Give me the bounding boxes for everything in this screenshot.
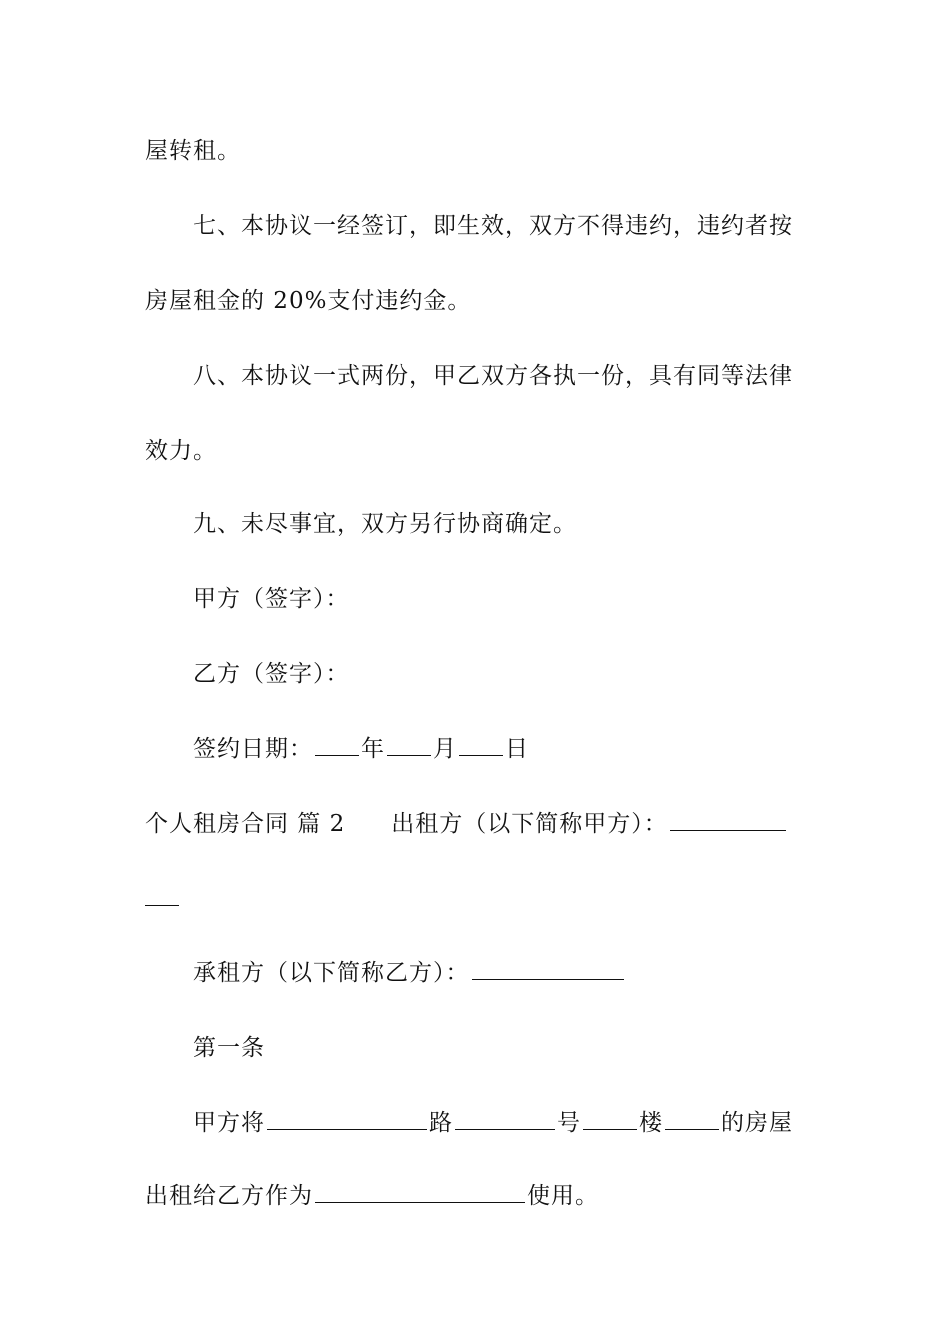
article-1-heading: 第一条 [193, 1035, 265, 1061]
day-blank [459, 735, 503, 756]
road-blank [455, 1109, 555, 1130]
lessor-blank-continuation-line [145, 884, 181, 914]
article-1-use-start: 出租给乙方作为 [145, 1183, 313, 1209]
signing-date-line [193, 734, 529, 764]
usage-blank [315, 1182, 525, 1203]
building-label: 楼 [639, 1110, 663, 1136]
building-blank [665, 1109, 719, 1130]
number-label: 号 [557, 1110, 581, 1136]
lessee-line [193, 958, 626, 988]
day-label: 日 [505, 736, 529, 762]
article-1-use-end: 使用。 [527, 1183, 599, 1209]
party-b-signature-label: 乙方（签字）： [193, 661, 350, 687]
lessor-blank-continuation [145, 885, 179, 906]
month-label: 月 [433, 736, 457, 762]
paragraph-9: 九、未尽事宜，双方另行协商确定。 [193, 511, 577, 537]
month-blank [387, 735, 431, 756]
address-blank [267, 1109, 427, 1130]
paragraph-6-continuation: 屋转租。 [145, 138, 241, 164]
article-1-text-end: 的房屋 [721, 1110, 793, 1136]
contract-2-heading-line [145, 809, 788, 839]
article-1-text-start: 甲方将 [193, 1110, 265, 1136]
lessor-blank [670, 810, 786, 831]
article-1-line-1 [193, 1108, 793, 1138]
year-label: 年 [361, 736, 385, 762]
paragraph-8-line-1: 八、本协议一式两份，甲乙双方各执一份，具有同等法律 [193, 363, 793, 389]
number-blank [583, 1109, 637, 1130]
paragraph-8-line-2: 效力。 [145, 438, 217, 464]
lessee-blank [472, 959, 624, 980]
paragraph-7-line-1: 七、本协议一经签订，即生效，双方不得违约，违约者按 [193, 213, 793, 239]
road-label: 路 [429, 1110, 453, 1136]
party-a-signature-label: 甲方（签字）： [193, 586, 350, 612]
lessor-label: 出租方（以下简称甲方）： [391, 811, 668, 837]
article-1-line-2 [145, 1181, 599, 1211]
paragraph-7-line-2: 房屋租金的 20%支付违约金。 [145, 288, 472, 314]
year-blank [315, 735, 359, 756]
lessee-label: 承租方（以下简称乙方）： [193, 960, 470, 986]
signing-date-label: 签约日期： [193, 736, 313, 762]
contract-2-title: 个人租房合同 篇 2 [145, 811, 346, 837]
